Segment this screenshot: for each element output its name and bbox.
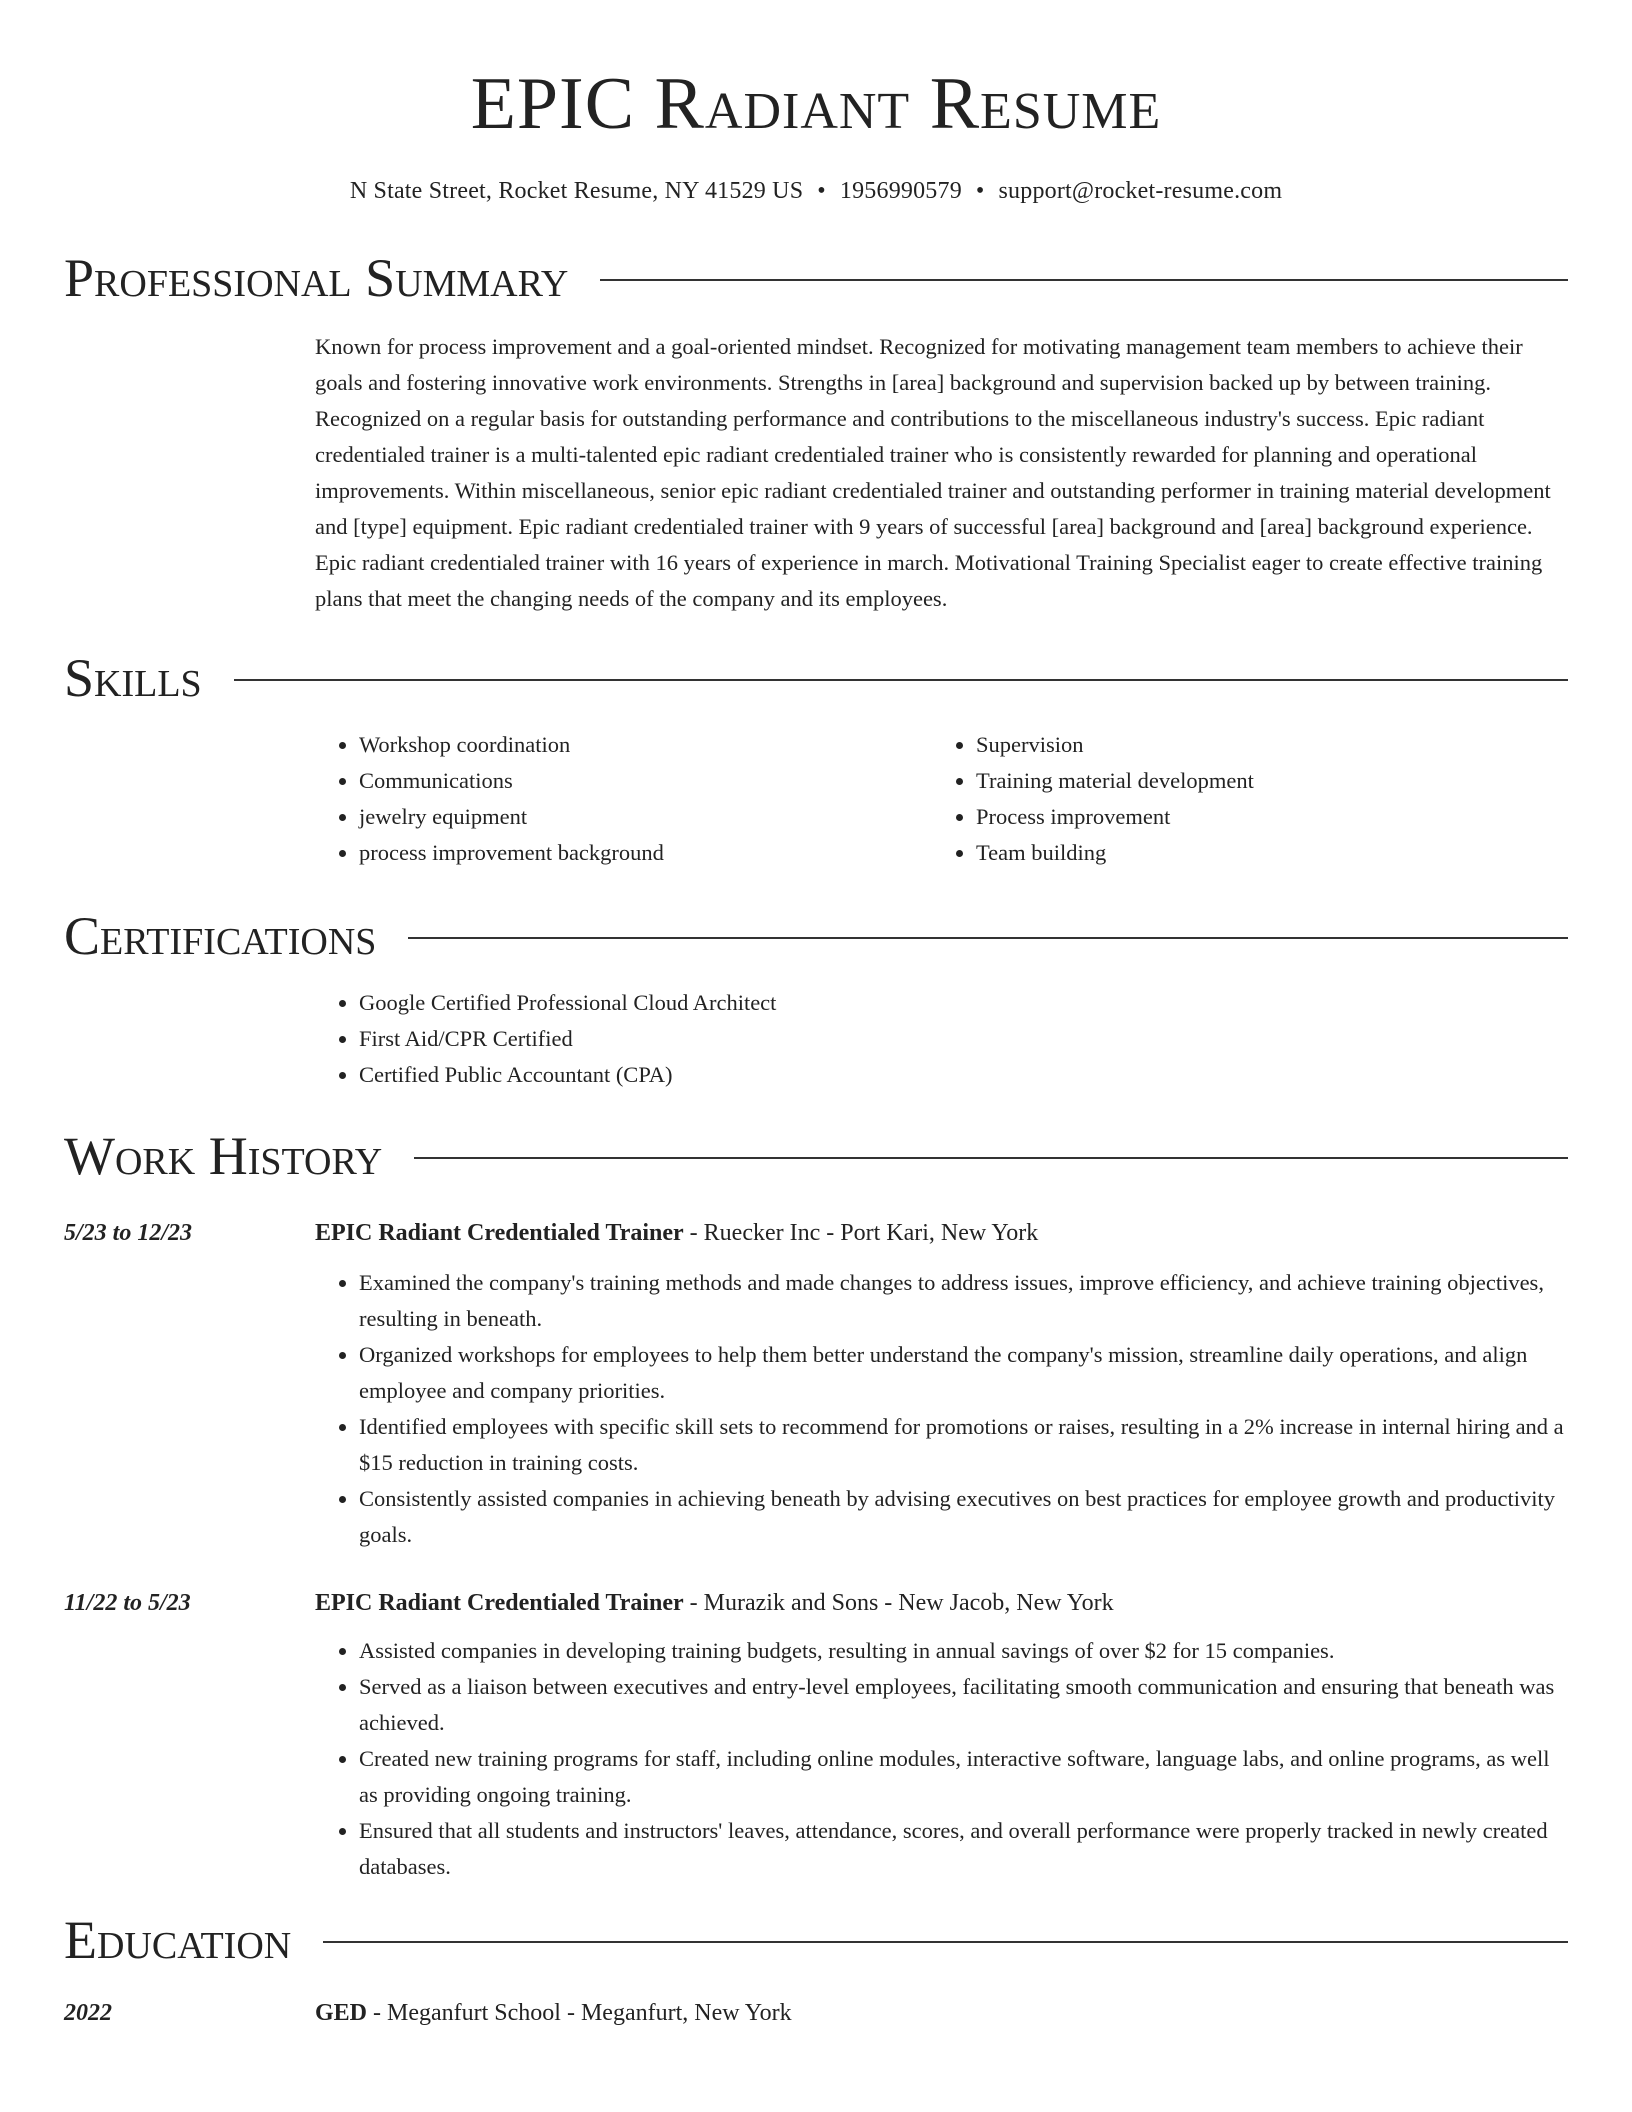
job-content: [315, 1213, 1568, 1553]
skill-item: • Training material development: [976, 763, 1549, 799]
skills-list: [315, 727, 1568, 871]
summary-section-header: [64, 243, 1568, 313]
job-bullet: • Organized workshops for employees to help them better understand the company's mission, streamline daily operations, and align employee and company priorities.: [359, 1337, 1568, 1409]
job-entry: [64, 1213, 1568, 1553]
section-divider: [600, 279, 1568, 281]
summary-text: Known for process improvement and a goal-oriented mindset. Recognized for motivating management team members to achieve their goals and fostering innovative work environments. Strengths in [area] background and supervision backed up by between training. Recognized on a regular basis for outstanding performance and contributions to the miscellaneous industry's success. Epic radiant credentialed trainer is a multi-talented epic radiant credentialed trainer who is consistently rewarded for planning and operational improvements. Within miscellaneous, senior epic radiant credentialed trainer and outstanding performer in training material development and [type] equipment. Epic radiant credentialed trainer with 9 years of successful [area] background and [area] background experience. Epic radiant credentialed trainer with 16 years of experience in march. Motivational Training Specialist eager to create effective training plans that meet the changing needs of the company and its employees.: [315, 334, 1551, 611]
job-title: EPIC Radiant Credentialed Trainer: [315, 1590, 684, 1616]
job-bullets: [315, 1265, 1568, 1553]
job-bullet: • Served as a liaison between executives and entry-level employees, facilitating smooth communication and ensuring that beneath was achieved.: [359, 1669, 1568, 1741]
section-title-work-history: Work History: [64, 1126, 383, 1186]
job-bullet: • Ensured that all students and instructors' leaves, attendance, scores, and overall performance were properly tracked in newly created databases.: [359, 1813, 1568, 1885]
section-title-certifications: Certifications: [64, 906, 377, 966]
resume-page: [64, 0, 1568, 2033]
skills-column-right: [932, 727, 1549, 871]
section-divider: [408, 937, 1568, 939]
job-dates: 11/22 to 5/23: [64, 1590, 191, 1616]
section-divider: [323, 1941, 1568, 1943]
section-divider: [234, 679, 1568, 681]
education-entry: [64, 1993, 1568, 2033]
job-title-line: [315, 1583, 1568, 1623]
section-divider: [414, 1157, 1568, 1159]
contact-line: [64, 178, 1568, 205]
job-bullet: • Created new training programs for staff, including online modules, interactive software, language labs, and online programs, as well as providing ongoing training.: [359, 1741, 1568, 1813]
work-section-header: [64, 1121, 1568, 1191]
job-bullets: [315, 1633, 1568, 1885]
certifications-list: [315, 985, 1568, 1093]
education-year: 2022: [64, 2000, 112, 2026]
skill-item: • Workshop coordination: [359, 727, 932, 763]
skill-item: • Process improvement: [976, 799, 1549, 835]
separator: •: [975, 178, 985, 204]
certification-item: • First Aid/CPR Certified: [359, 1021, 1568, 1057]
job-bullet: • Consistently assisted companies in achieving beneath by advising executives on best practices for employee growth and productivity goals.: [359, 1481, 1568, 1553]
skill-item: • jewelry equipment: [359, 799, 932, 835]
section-title-skills: Skills: [64, 648, 202, 708]
section-title-education: Education: [64, 1910, 292, 1970]
job-bullet: • Examined the company's training methods and made changes to address issues, improve efficiency, and achieve training objectives, resulting in beneath.: [359, 1265, 1568, 1337]
job-employer: - Ruecker Inc - Port Kari, New York: [683, 1220, 1039, 1246]
skill-item: • process improvement background: [359, 835, 932, 871]
certifications-section-header: [64, 901, 1568, 971]
skill-item: • Supervision: [976, 727, 1549, 763]
skill-item: • Team building: [976, 835, 1549, 871]
address: N State Street, Rocket Resume, NY 41529 US: [349, 178, 804, 204]
job-bullet: • Assisted companies in developing training budgets, resulting in annual savings of over $2 for 15 companies.: [359, 1633, 1568, 1669]
job-entry: [64, 1583, 1568, 1885]
education-content: [315, 1993, 1568, 2033]
education-degree: GED: [315, 2000, 368, 2026]
job-bullet: • Identified employees with specific skill sets to recommend for promotions or raises, resulting in a 2% increase in internal hiring and a $15 reduction in training costs.: [359, 1409, 1568, 1481]
education-line: [315, 1993, 1568, 2033]
skills-section-header: [64, 643, 1568, 713]
job-title-line: [315, 1213, 1568, 1253]
section-title-summary: Professional Summary: [64, 248, 569, 308]
skill-item: • Communications: [359, 763, 932, 799]
job-title: EPIC Radiant Credentialed Trainer: [315, 1220, 684, 1246]
resume-name: EPIC Radiant Resume: [470, 63, 1162, 145]
certification-item: • Google Certified Professional Cloud Architect: [359, 985, 1568, 1021]
education-school: - Meganfurt School - Meganfurt, New York: [367, 2000, 792, 2026]
skills-column-left: [315, 727, 932, 871]
certification-item: • Certified Public Accountant (CPA): [359, 1057, 1568, 1093]
separator: •: [817, 178, 826, 204]
job-content: [315, 1583, 1568, 1885]
education-section-header: [64, 1905, 1568, 1975]
email-link[interactable]: support@rocket-resume.com: [998, 178, 1283, 204]
job-dates: 5/23 to 12/23: [64, 1220, 193, 1246]
phone: 1956990579: [839, 178, 962, 204]
job-employer: - Murazik and Sons - New Jacob, New York: [683, 1590, 1114, 1616]
